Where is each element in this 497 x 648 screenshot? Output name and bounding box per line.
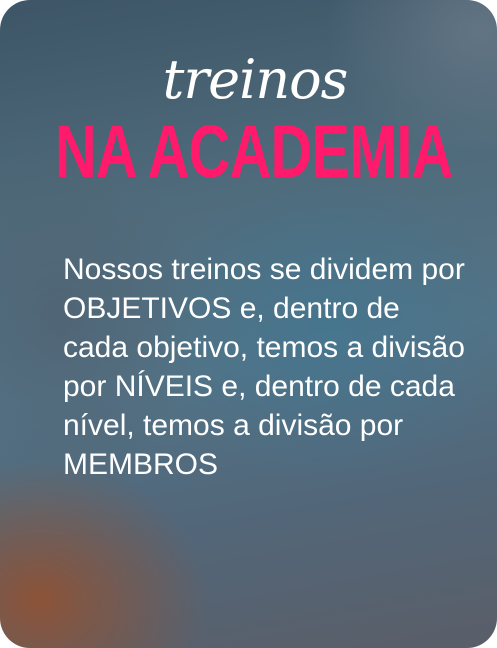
body-text: Nossos treinos se dividem por OBJETIVOS e, dentro de cada objetivo, temos a divisão por NÍVEIS e, dentro de cada nível, temos a divisão por MEMBROS — [63, 253, 465, 481]
main-title: NA ACADEMIA — [55, 110, 453, 193]
script-title-text: treinos — [162, 48, 348, 111]
